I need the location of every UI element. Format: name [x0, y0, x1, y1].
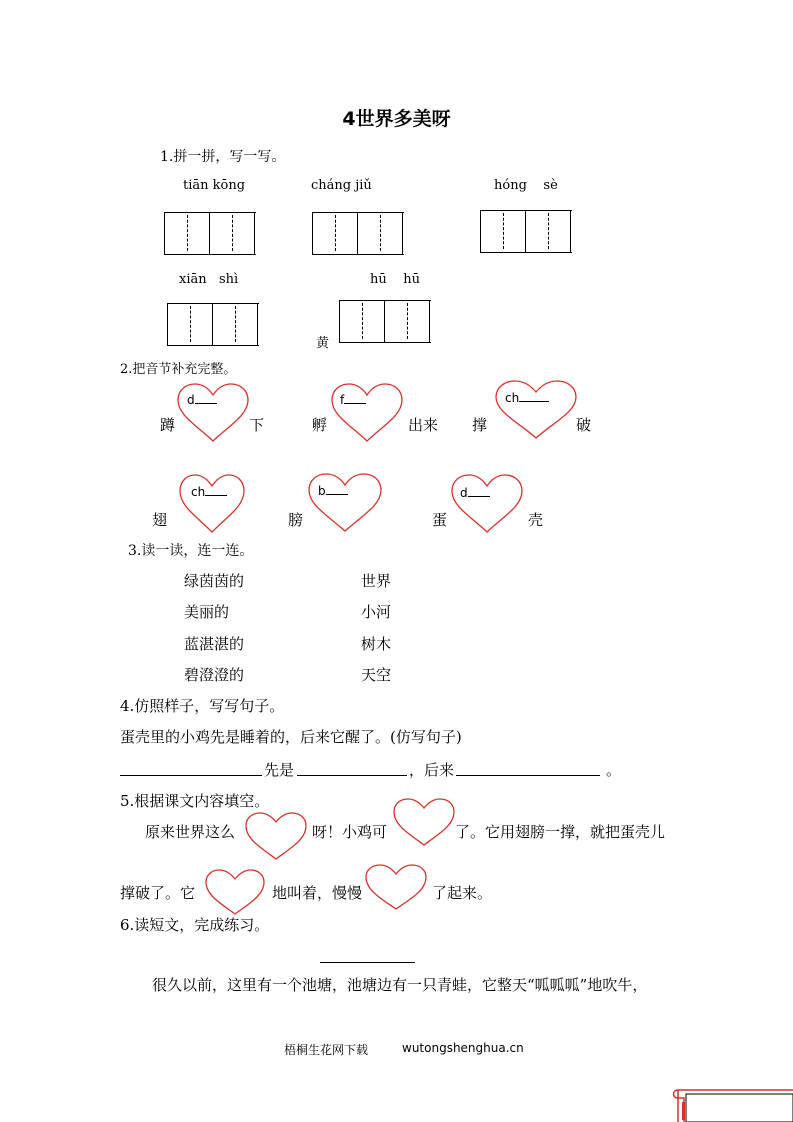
q3-right-1[interactable]: 世界	[361, 572, 392, 590]
page-title: 4世界多美呀	[342, 108, 451, 130]
q2-1-after: 下	[249, 416, 265, 434]
hint-1: d	[187, 393, 217, 407]
q5-heading: 5.根据课文内容填空。	[120, 792, 270, 810]
writing-grid-3[interactable]	[480, 210, 572, 253]
q3-left-1[interactable]: 绿茵茵的	[184, 572, 245, 590]
q5-line2-a: 撑破了。它	[120, 884, 196, 902]
footer-site-name: 梧桐生花网下载	[284, 1043, 369, 1057]
heart-blank-3[interactable]	[494, 380, 578, 442]
q5-line2-c: 了起来。	[432, 884, 493, 902]
heart-blank-6[interactable]	[450, 474, 524, 536]
hint-5: b	[318, 484, 348, 498]
q2-heading: 2.把音节补充完整。	[120, 362, 237, 377]
q3-right-4[interactable]: 天空	[361, 666, 392, 684]
hint-3: ch	[505, 391, 549, 405]
q2-2-after: 出来	[408, 416, 439, 434]
q5-heart-1[interactable]	[244, 812, 308, 862]
q3-right-3[interactable]: 树木	[361, 635, 392, 653]
q6-paragraph: 很久以前，这里有一个池塘，池塘边有一只青蛙，它整天“呱呱呱”地吹牛，	[152, 976, 648, 994]
q5-line1-b: 呀！小鸡可	[312, 823, 388, 841]
pinyin-4: xiān shì	[179, 272, 239, 287]
q4-blank-1[interactable]	[120, 774, 262, 776]
q6-heading: 6.读短文，完成练习。	[120, 916, 270, 934]
heart-blank-5[interactable]	[307, 473, 383, 535]
q3-left-2[interactable]: 美丽的	[184, 603, 230, 621]
q6-title-blank[interactable]	[320, 961, 415, 963]
q5-heart-3[interactable]	[204, 869, 266, 917]
q4-end: 。	[606, 761, 622, 779]
q3-left-3[interactable]: 蓝湛湛的	[184, 635, 245, 653]
q5-line2-b: 地叫着，慢慢	[272, 884, 363, 902]
heart-blank-4[interactable]	[178, 474, 246, 536]
q2-4-before: 翅	[152, 511, 168, 529]
hint-4: ch	[191, 485, 227, 499]
q2-1-before: 蹲	[160, 416, 176, 434]
q4-blank-3[interactable]	[456, 774, 600, 776]
q2-6-before: 蛋	[432, 511, 448, 529]
q2-2-before: 孵	[312, 416, 328, 434]
q5-heart-4[interactable]	[364, 864, 428, 912]
pinyin-5: hū hū	[370, 272, 421, 287]
q4-example: 蛋壳里的小鸡先是睡着的，后来它醒了。(仿写句子)	[120, 728, 462, 746]
footer-url[interactable]: wutongshenghua.cn	[402, 1041, 524, 1055]
writing-grid-4[interactable]	[167, 303, 259, 346]
pinyin-1: tiān kōng	[183, 178, 246, 193]
scroll-decoration-icon	[670, 1084, 793, 1122]
q3-heading: 3.读一读，连一连。	[128, 543, 254, 559]
q3-right-2[interactable]: 小河	[361, 603, 392, 621]
q2-3-before: 撑	[472, 416, 488, 434]
q5-heart-2[interactable]	[392, 798, 456, 848]
q4-heading: 4.仿照样子，写写句子。	[120, 697, 285, 715]
q4-blank-2[interactable]	[297, 774, 407, 776]
pinyin-3: hóng sè	[494, 178, 558, 193]
writing-grid-5[interactable]	[339, 300, 431, 343]
pinyin-2: cháng jiǔ	[311, 178, 372, 193]
q5-line1-c: 了。它用翅膀一撑，就把蛋壳儿	[455, 823, 666, 841]
q4-part2: ，后来	[409, 761, 455, 779]
grid-5-prefix: 黄	[316, 336, 330, 351]
q3-left-4[interactable]: 碧澄澄的	[184, 666, 245, 684]
writing-grid-2[interactable]	[312, 212, 404, 255]
q2-3-after: 破	[576, 416, 592, 434]
q1-heading: 1.拼一拼，写一写。	[160, 149, 286, 165]
writing-grid-1[interactable]	[164, 212, 256, 255]
q2-6-after: 壳	[528, 511, 544, 529]
hint-6: d	[460, 486, 490, 500]
q4-part1: 先是	[264, 761, 295, 779]
q2-5-before: 膀	[288, 511, 304, 529]
q5-line1-a: 原来世界这么	[145, 823, 236, 841]
hint-2: f	[340, 393, 366, 407]
